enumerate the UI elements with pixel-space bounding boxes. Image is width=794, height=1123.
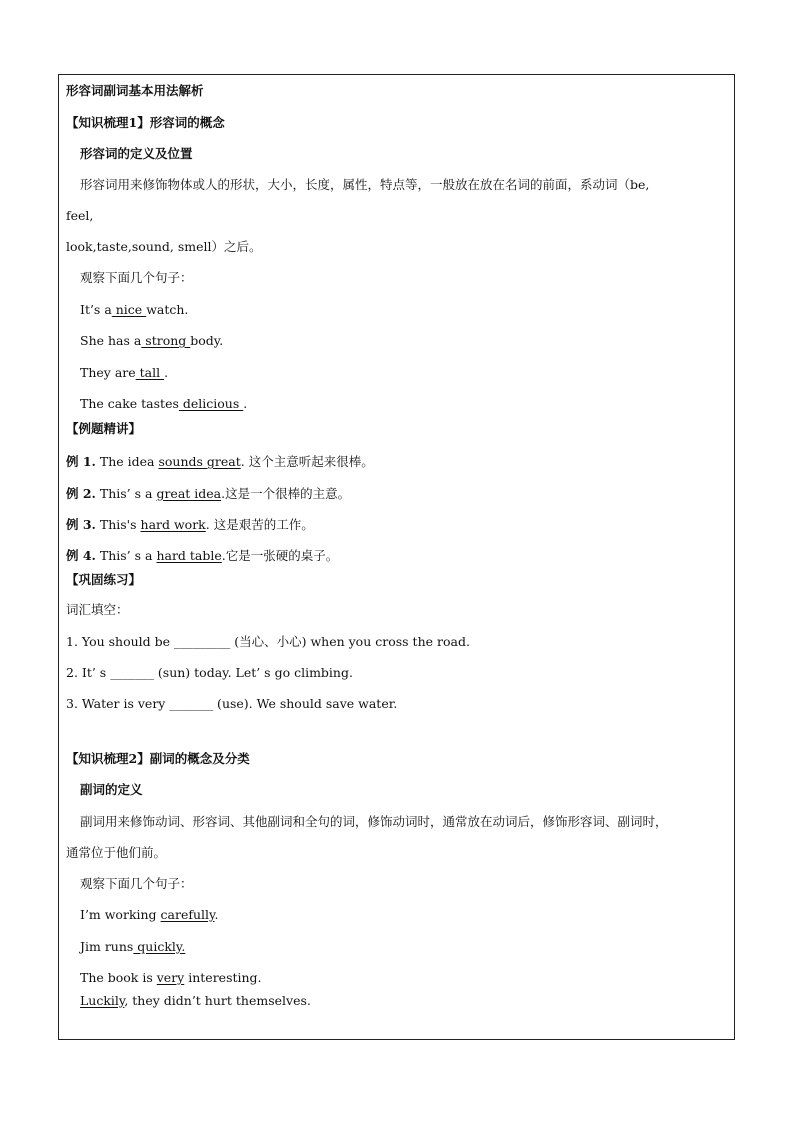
underlined-phrase: hard table <box>156 548 222 563</box>
examples-heading: 【例题精讲】 <box>66 421 142 436</box>
example-sentence <box>80 333 223 349</box>
sentence-text: , they didn’t hurt themselves. <box>124 993 311 1008</box>
sentence-text: watch. <box>146 302 189 317</box>
section1-observe-label: 观察下面几个句子： <box>80 270 193 285</box>
practice-question-2: 2. It’ s _______ (sun) today. Let’ s go climbing. <box>66 665 353 680</box>
example-text: This’ s a <box>95 548 157 563</box>
example-label: 例 3. <box>66 517 96 532</box>
underlined-word: very <box>156 970 185 985</box>
sentence-text: It’s a <box>80 302 112 317</box>
worked-example <box>66 548 338 564</box>
example-label: 例 1. <box>66 454 96 469</box>
example-text: This's <box>95 517 141 532</box>
underlined-word: delicious <box>178 396 244 411</box>
page-title: 形容词副词基本用法解析 <box>66 83 204 98</box>
underlined-phrase: hard work <box>140 517 206 532</box>
underlined-phrase: great idea <box>156 486 222 501</box>
section1-definition-line3: look,taste,sound, smell）之后。 <box>66 239 262 254</box>
underlined-word: nice <box>111 302 147 317</box>
sentence-text: The cake tastes <box>80 396 179 411</box>
practice-intro: 词汇填空： <box>66 602 129 617</box>
underlined-phrase: sounds great <box>158 454 241 469</box>
example-text: .它是一张硬的桌子。 <box>221 548 339 563</box>
example-text: . 这是艰苦的工作。 <box>205 517 314 532</box>
sentence-text: I’m working <box>80 907 161 922</box>
underlined-word: quickly. <box>133 939 186 954</box>
section1-definition-line1: 形容词用来修饰物体或人的形状，大小，长度，属性，特点等，一般放在放在名词的前面，系动词（be, <box>80 177 650 192</box>
example-sentence <box>80 993 311 1009</box>
example-text: . 这个主意听起来很棒。 <box>240 454 374 469</box>
sentence-text: interesting. <box>184 970 262 985</box>
section2-subheading: 副词的定义 <box>80 782 143 797</box>
example-sentence <box>80 365 168 381</box>
section1-definition-line2: feel, <box>66 208 94 223</box>
section2-definition-line1: 副词用来修饰动词、形容词、其他副词和全句的词，修饰动词时，通常放在动词后，修饰形容词、副词时， <box>80 814 668 829</box>
example-sentence <box>80 970 262 986</box>
practice-heading: 【巩固练习】 <box>66 572 142 587</box>
example-label: 例 2. <box>66 486 96 501</box>
sentence-text: . <box>164 365 169 380</box>
example-sentence <box>80 939 185 955</box>
section1-subheading: 形容词的定义及位置 <box>80 146 193 161</box>
example-label: 例 4. <box>66 548 96 563</box>
sentence-text: They are <box>80 365 136 380</box>
underlined-word: carefully <box>160 907 215 922</box>
sentence-text: She has a <box>80 333 142 348</box>
underlined-word: strong <box>141 333 191 348</box>
practice-question-3: 3. Water is very _______ (use). We should save water. <box>66 696 398 711</box>
section2-definition-line2: 通常位于他们前。 <box>66 845 167 860</box>
sentence-text: . <box>243 396 248 411</box>
worked-example <box>66 486 350 502</box>
section1-heading: 【知识梳理1】形容词的概念 <box>66 115 225 130</box>
sentence-text: body. <box>190 333 224 348</box>
example-text: The idea <box>95 454 159 469</box>
underlined-word: Luckily <box>80 993 125 1008</box>
underlined-word: tall <box>135 365 165 380</box>
sentence-text: The book is <box>80 970 157 985</box>
worked-example <box>66 454 374 470</box>
sentence-text: Jim runs <box>80 939 134 954</box>
example-text: This’ s a <box>95 486 157 501</box>
sentence-text: . <box>214 907 219 922</box>
example-text: .这是一个很棒的主意。 <box>221 486 351 501</box>
practice-question-1: 1. You should be _________ (当心、小心) when you cross the road. <box>66 634 470 649</box>
worked-example <box>66 517 314 533</box>
example-sentence <box>80 396 247 412</box>
section2-observe-label: 观察下面几个句子： <box>80 876 193 891</box>
example-sentence <box>80 302 188 318</box>
example-sentence <box>80 907 218 923</box>
section2-heading: 【知识梳理2】副词的概念及分类 <box>66 751 250 766</box>
